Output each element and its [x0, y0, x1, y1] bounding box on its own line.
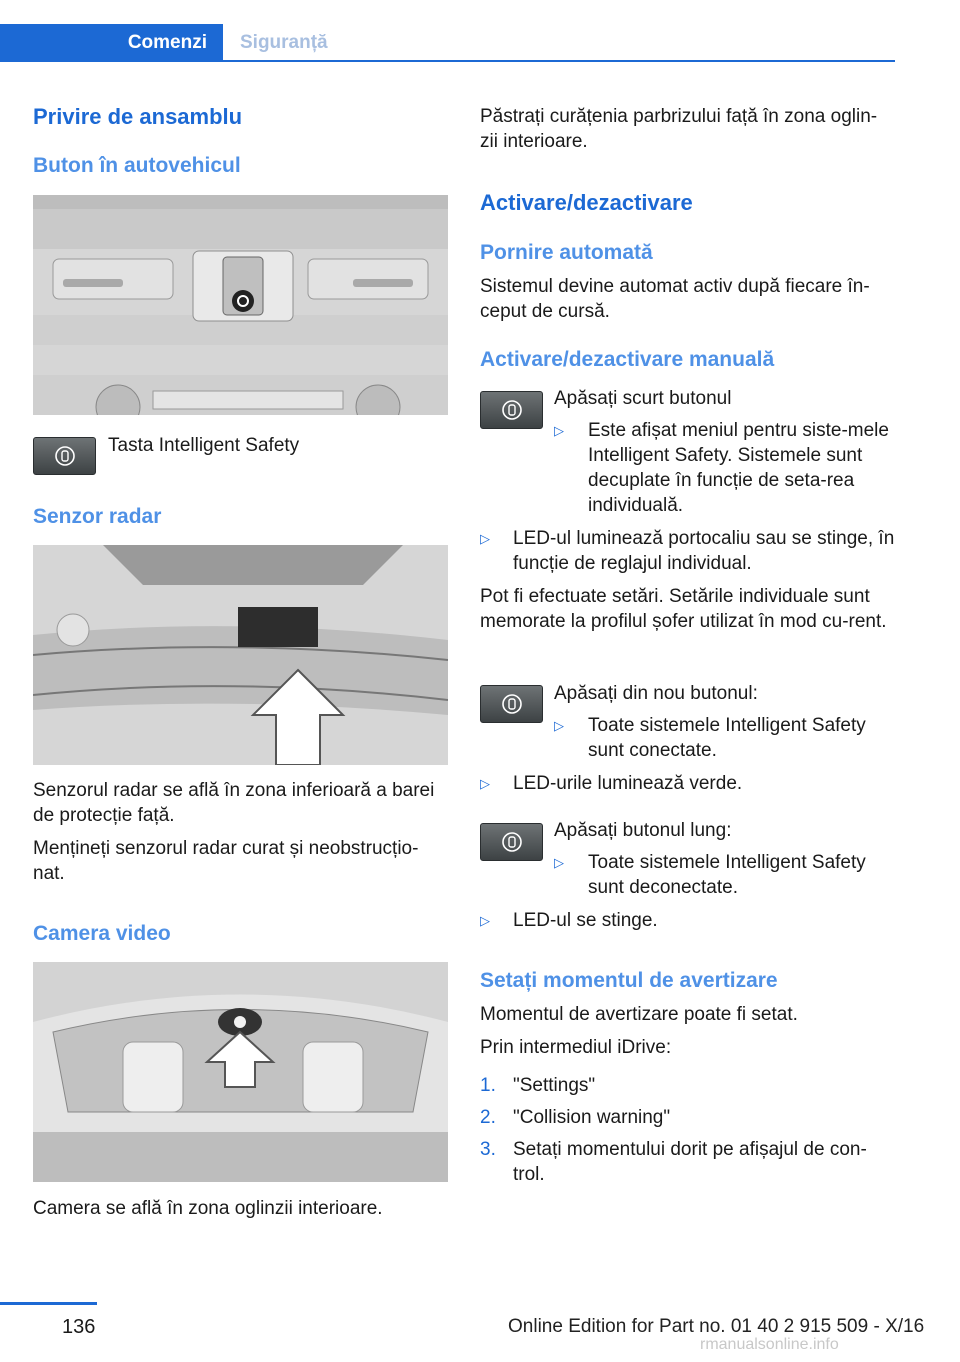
- heading-activation: Activare/dezactivare: [480, 190, 693, 215]
- triangle-bullet-icon: ▷: [480, 776, 490, 791]
- tab-siguranta[interactable]: Siguranță: [240, 32, 328, 53]
- footer-accent-line: [0, 1302, 97, 1305]
- bullet-connected-text: Toate sistemele Intelligent Safety sunt conectate.: [588, 715, 866, 761]
- dashboard-button-photo: [33, 195, 448, 415]
- button-icon-short-press: [480, 391, 543, 429]
- bullet-led-green-text: LED-urile luminează verde.: [513, 773, 743, 794]
- edition-text: Online Edition for Part no. 01 40 2 915 509 - X/16: [508, 1316, 925, 1337]
- triangle-bullet-icon: ▷: [480, 913, 490, 928]
- bullet-led-orange-text: LED-ul luminează portocaliu sau se stinge, în funcție de reglajul individual.: [513, 528, 895, 574]
- step-text: "Collision warning": [513, 1107, 671, 1128]
- heading-overview: Privire de ansamblu: [33, 104, 243, 129]
- step-number: 2.: [480, 1107, 496, 1128]
- triangle-bullet-icon: ▷: [554, 855, 564, 870]
- camera-caption: Camera se află în zona oglinzii interioare.: [33, 1198, 383, 1219]
- step-text: Setați momentului dorit pe afișajul de con-trol.: [513, 1139, 867, 1185]
- step-number: 3.: [480, 1139, 496, 1160]
- radar-sensor-photo: [33, 545, 448, 765]
- chapter-tabbar: [0, 24, 895, 62]
- heading-camera: Camera video: [33, 922, 171, 945]
- warning-paragraph: Momentul de avertizare poate fi setat.: [480, 1004, 798, 1025]
- triangle-bullet-icon: ▷: [554, 718, 564, 733]
- auto-start-paragraph: Sistemul devine automat activ după fiecare în-ceput de cursă.: [480, 276, 870, 322]
- clean-windshield-paragraph: Păstrați curățenia parbrizului față în zona oglin-zii interioare.: [480, 106, 878, 152]
- heading-radar-sensor: Senzor radar: [33, 505, 162, 528]
- triangle-bullet-icon: ▷: [480, 531, 490, 546]
- heading-button-in-vehicle: Buton în autovehicul: [33, 154, 241, 177]
- heading-warning-time: Setați momentul de avertizare: [480, 969, 778, 992]
- press-short-text: Apăsați scurt butonul: [554, 388, 732, 409]
- bullet-menu-text: Este afișat meniul pentru siste-mele Intelligent Safety. Sistemele sunt decuplate în funcție de seta-rea individuală.: [588, 420, 889, 516]
- heading-manual-activation: Activare/dezactivare manuală: [480, 348, 775, 371]
- bullet-led-off-text: LED-ul se stinge.: [513, 910, 658, 931]
- step-number: 1.: [480, 1075, 496, 1096]
- radar-paragraph-2: Mențineți senzorul radar curat și neobstrucțio-nat.: [33, 838, 419, 884]
- bullet-disconnected-text: Toate sistemele Intelligent Safety sunt deconectate.: [588, 852, 866, 898]
- button-icon-press-again: [480, 685, 543, 723]
- camera-photo: [33, 962, 448, 1182]
- triangle-bullet-icon: ▷: [554, 423, 564, 438]
- settings-paragraph: Pot fi efectuate setări. Setările individuale sunt memorate la profilul șofer utilizat în mod cu-rent.: [480, 586, 887, 632]
- watermark: rmanualsonline.info: [700, 1336, 839, 1353]
- page-number: 136: [62, 1316, 96, 1338]
- radar-paragraph-1: Senzorul radar se află în zona inferioară a barei de protecție față.: [33, 780, 435, 826]
- press-again-text: Apăsați din nou butonul:: [554, 683, 758, 704]
- intelligent-safety-button-icon: [33, 437, 96, 475]
- button-icon-long-press: [480, 823, 543, 861]
- button-caption: Tasta Intelligent Safety: [108, 435, 300, 456]
- tab-comenzi[interactable]: Comenzi: [0, 24, 223, 62]
- step-text: "Settings": [513, 1075, 596, 1096]
- idrive-paragraph: Prin intermediul iDrive:: [480, 1037, 672, 1058]
- heading-auto-start: Pornire automată: [480, 241, 653, 264]
- press-long-text: Apăsați butonul lung:: [554, 820, 732, 841]
